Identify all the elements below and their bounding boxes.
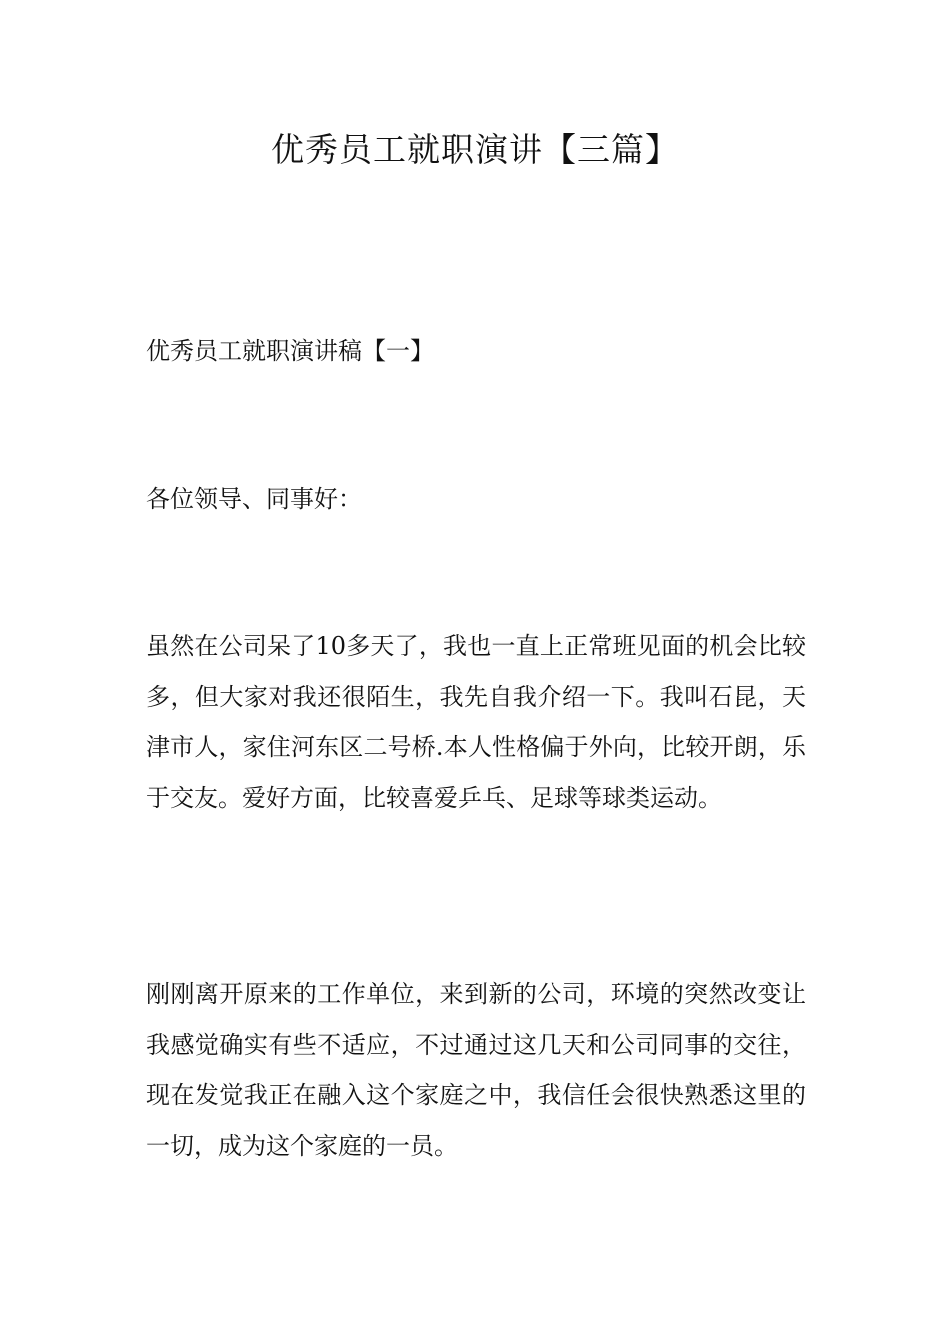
body-paragraph-1: 虽然在公司呆了10多天了，我也一直上正常班见面的机会比较多，但大家对我还很陌生，我先自我介绍一下。我叫石昆，天津市人，家住河东区二号桥.本人性格偏于外向，比较开朗，乐于交友。爱好方面，比较喜爱乒乓、足球等球类运动。 (146, 632, 806, 812)
document-title: 优秀员工就职演讲【三篇】 (271, 130, 679, 169)
section-heading: 优秀员工就职演讲稿【一】 (146, 337, 434, 365)
body-paragraph-2: 刚刚离开原来的工作单位，来到新的公司，环境的突然改变让我感觉确实有些不适应，不过通过这几天和公司同事的交往，现在发觉我正在融入这个家庭之中，我信任会很快熟悉这里的一切，成为这个家庭的一员。 (146, 980, 806, 1160)
salutation-line: 各位领导、同事好： (146, 485, 362, 513)
